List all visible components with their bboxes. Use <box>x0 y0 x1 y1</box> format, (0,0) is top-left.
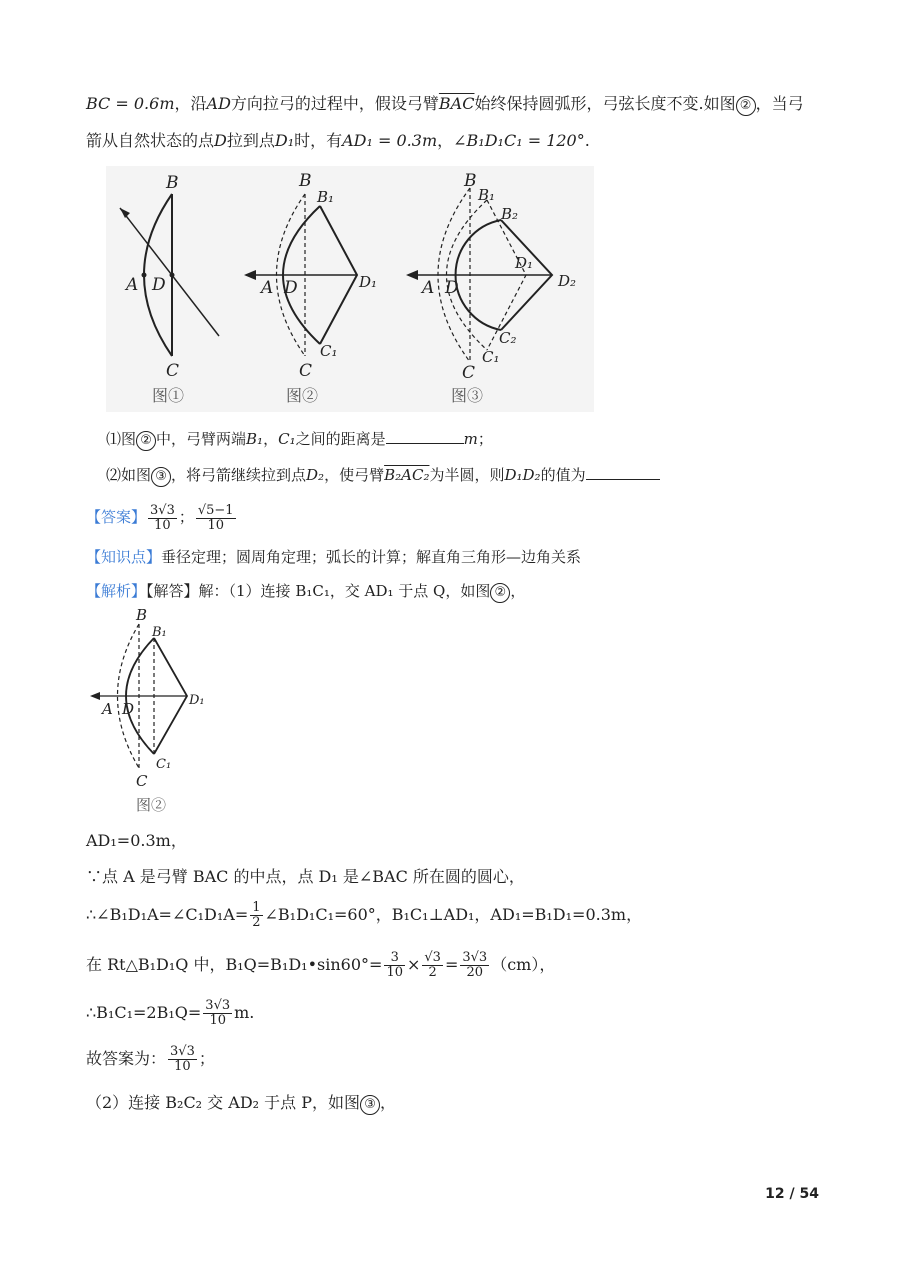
circled-3: ③ <box>360 1095 380 1115</box>
label-d1: D₁ <box>359 273 378 291</box>
analysis-text: ， <box>510 582 526 600</box>
intro-text: 始终保持圆弧形，弓弦长度不变.如图 <box>474 94 736 113</box>
intro-text: 拉到点 <box>226 131 275 150</box>
step-text: AD₁=0.3m， <box>86 831 187 850</box>
solution-step-1 <box>86 830 187 852</box>
label-a: A <box>261 278 274 298</box>
fraction-denominator: 10 <box>207 517 224 533</box>
segment-d1d2: D₁D₂ <box>504 466 541 484</box>
label-b2: B₂ <box>501 205 519 223</box>
ad-label: AD <box>206 94 231 113</box>
step-text: （cm）， <box>491 955 556 974</box>
solution-step-7 <box>86 1092 396 1115</box>
solution-step-4 <box>86 950 555 980</box>
answer-fraction-2 <box>196 504 236 533</box>
circled-3: ③ <box>151 467 171 487</box>
answer-fraction-1 <box>148 504 177 533</box>
step-text: 在 Rt△B₁D₁Q 中，B₁Q=B₁D₁•sin60°= <box>86 955 383 974</box>
label-b1: B₁ <box>152 625 167 640</box>
step-text: ∴B₁C₁=2B₁Q= <box>86 1003 202 1022</box>
q1-text: ⑴图 <box>106 430 137 448</box>
unit-m: m <box>463 430 478 448</box>
intro-text: . <box>584 131 590 150</box>
intro-text: 时，有 <box>294 131 343 150</box>
fraction <box>460 951 489 980</box>
point-d2: D₂ <box>306 466 325 484</box>
figures-panel <box>106 166 594 412</box>
separator: ； <box>178 508 194 526</box>
label-b: B <box>166 173 179 193</box>
label-d1: D₁ <box>515 254 534 272</box>
intro-line-2 <box>86 130 590 152</box>
label-b: B <box>464 171 477 191</box>
label-b: B <box>299 171 312 191</box>
solution-figure-2 <box>86 608 216 818</box>
label-c: C <box>166 361 180 381</box>
solution-fig-caption: 图② <box>136 796 167 814</box>
fraction <box>422 951 443 980</box>
point-d: D <box>214 131 227 150</box>
step-text: ∴∠B₁D₁A=∠C₁D₁A= <box>86 905 249 924</box>
label-d1: D₁ <box>189 693 205 708</box>
label-d2: D₂ <box>558 272 577 290</box>
analysis-tag: 【解析】 <box>86 582 147 600</box>
knowledge-text: 垂径定理；圆周角定理；弧长的计算；解直角三角形—边角关系 <box>161 548 582 566</box>
q2-text: 为半圆，则 <box>429 466 505 484</box>
solution-step-5 <box>86 998 254 1028</box>
point-c1: C₁ <box>278 430 296 448</box>
label-d: D <box>122 700 135 718</box>
fraction <box>168 1045 197 1074</box>
analysis-text: 【解答】解：（1）连接 B₁C₁，交 AD₁ 于点 Q，如图 <box>146 582 491 600</box>
bc-length: BC = 0.6m <box>86 94 175 113</box>
knowledge-tag: 【知识点】 <box>86 548 162 566</box>
fig1-caption: 图① <box>152 386 185 405</box>
label-d: D <box>152 275 166 295</box>
fraction-denominator: 20 <box>466 965 484 980</box>
fraction-denominator: 10 <box>209 1013 226 1028</box>
label-d: D <box>445 278 459 298</box>
label-d: D <box>284 278 298 298</box>
answer-blank-2 <box>586 465 660 480</box>
fraction <box>384 951 405 980</box>
q1-text: 之间的距离是 <box>295 430 386 448</box>
circled-2: ② <box>736 96 756 116</box>
fraction-numerator: √3 <box>424 950 441 965</box>
circled-2: ② <box>136 431 156 451</box>
arc-b2ac2: B₂AC₂ <box>384 466 430 484</box>
fraction-half <box>250 901 262 930</box>
page-number: 12 / 54 <box>765 1186 819 1202</box>
answer-blank-1 <box>386 429 464 444</box>
arc-bac: $\overline{BAC}$ <box>438 94 475 113</box>
q1-text: ， <box>263 430 279 448</box>
label-c1: C₁ <box>320 342 338 360</box>
times-sign: × <box>406 955 421 974</box>
fraction-denominator: 10 <box>386 965 403 980</box>
intro-text: ， <box>437 131 454 150</box>
label-a: A <box>102 700 113 718</box>
intro-text: ，沿 <box>174 94 207 113</box>
step-text: 故答案为： <box>86 1049 167 1068</box>
fig3-caption: 图③ <box>451 386 484 405</box>
point-b1: B₁ <box>246 430 264 448</box>
q2-text: ，使弓臂 <box>324 466 385 484</box>
point-d1: D₁ <box>274 131 295 150</box>
fraction-numerator: √5−1 <box>197 502 234 518</box>
label-a: A <box>126 275 139 295</box>
fraction-numerator: 3 <box>384 951 405 966</box>
label-c2: C₂ <box>499 329 517 347</box>
intro-line-1 <box>86 93 804 116</box>
fraction-denominator: 10 <box>154 517 171 533</box>
label-b1: B₁ <box>317 188 335 206</box>
q1-text: ； <box>477 430 493 448</box>
step-text: ∠B₁D₁C₁=60°，B₁C₁⊥AD₁，AD₁=B₁D₁=0.3m， <box>264 905 643 924</box>
step-text: ∵点 A 是弓臂 BAC 的中点，点 D₁ 是∠BAC 所在圆的圆心， <box>86 867 525 886</box>
knowledge-line <box>86 546 581 568</box>
q2-text: ，将弓箭继续拉到点 <box>171 466 307 484</box>
fraction-numerator: 3√3 <box>462 950 488 965</box>
ad1-length: AD₁ = 0.3m <box>342 131 438 150</box>
answer-tag: 【答案】 <box>86 508 147 526</box>
question-2 <box>106 464 660 487</box>
circled-2: ② <box>490 583 510 603</box>
question-1 <box>106 428 493 451</box>
fraction-numerator: 1 <box>252 900 261 915</box>
arrowhead-icon <box>90 692 100 700</box>
fraction-numerator: 3√3 <box>205 998 231 1013</box>
fraction-numerator: 3√3 <box>170 1044 195 1059</box>
intro-text: 箭从自然状态的点 <box>86 131 215 150</box>
answer-line <box>86 502 238 533</box>
label-b: B <box>136 608 148 624</box>
label-b1: B₁ <box>478 186 496 204</box>
solution-step-3 <box>86 900 642 930</box>
step-text: m. <box>234 1003 255 1022</box>
step-text: ， <box>380 1093 397 1112</box>
intro-text: 方向拉弓的过程中，假设弓臂 <box>230 94 439 113</box>
analysis-line <box>86 580 525 603</box>
q2-text: ⑵如图 <box>106 466 152 484</box>
fraction-numerator: 3√3 <box>150 502 175 518</box>
step-text: （2）连接 B₂C₂ 交 AD₂ 于点 P，如图 <box>86 1093 361 1112</box>
equals-sign: = <box>444 955 459 974</box>
label-c1: C₁ <box>482 348 500 366</box>
q1-text: 中，弓臂两端 <box>156 430 247 448</box>
fraction <box>203 999 232 1028</box>
label-c: C <box>136 772 148 790</box>
label-a: A <box>422 278 435 298</box>
intro-text: ，当弓 <box>755 94 804 113</box>
solution-step-2 <box>86 866 525 888</box>
step-text: ； <box>198 1049 215 1068</box>
fraction-denominator: 10 <box>174 1059 191 1074</box>
point-d-dot <box>170 273 175 278</box>
fraction-denominator: 2 <box>252 915 261 930</box>
fraction-denominator: 2 <box>428 965 437 980</box>
point-a-dot <box>142 273 147 278</box>
q2-text: 的值为 <box>540 466 586 484</box>
angle-b1d1c1: ∠B₁D₁C₁ = 120° <box>453 131 585 150</box>
label-c1: C₁ <box>156 757 172 772</box>
solution-step-6 <box>86 1044 215 1074</box>
label-c: C <box>462 363 476 383</box>
label-c: C <box>299 361 313 381</box>
fig2-caption: 图② <box>286 386 319 405</box>
